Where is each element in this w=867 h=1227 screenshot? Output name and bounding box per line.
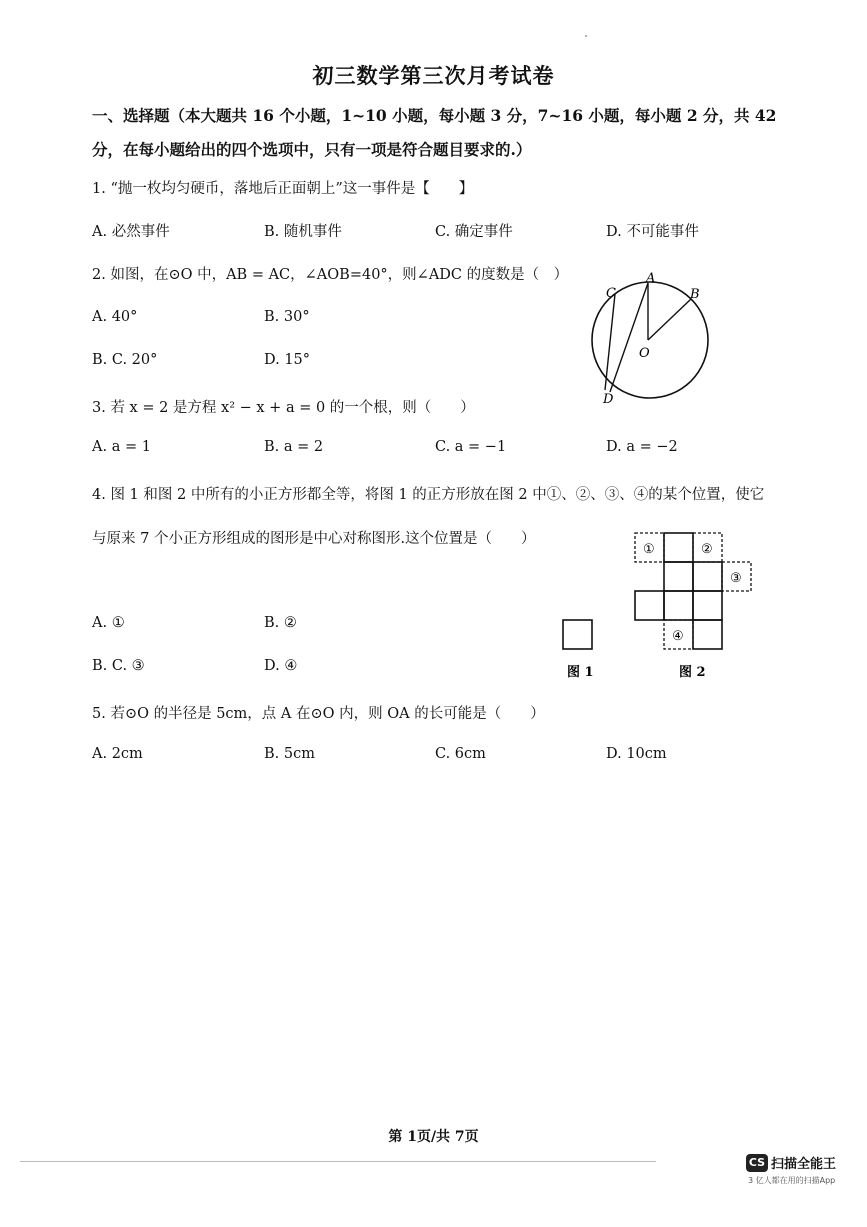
- scanner-watermark: [746, 1152, 836, 1172]
- q3-option-a: A. a = 1: [92, 439, 151, 455]
- q5-option-a: A. 2cm: [92, 746, 143, 762]
- q2-option-d: D. 15°: [264, 352, 311, 368]
- q2-circle-figure: [585, 270, 720, 414]
- scanner-app-name: 扫描全能王: [771, 1157, 837, 1172]
- q4-option-c: B. C. ③: [92, 658, 145, 674]
- scanner-tagline: 3 亿人都在用的扫描App: [748, 1176, 836, 1185]
- exam-title: 初三数学第三次月考试卷: [312, 63, 555, 88]
- q1-option-a: A. 必然事件: [92, 224, 170, 240]
- q1-option-c: C. 确定事件: [435, 224, 513, 240]
- q4-option-d: D. ④: [264, 658, 298, 674]
- fig1-label: 图 1: [567, 665, 594, 680]
- fig2-label: 图 2: [679, 665, 706, 680]
- point-a-label: A: [646, 271, 656, 286]
- q1-stem: 1. “抛一枚均匀硬币，落地后正面朝上”这一事件是【 】: [92, 181, 474, 197]
- q2-option-c: B. C. 20°: [92, 352, 158, 368]
- footer-divider: [20, 1161, 656, 1162]
- q4-squares-figure: [555, 525, 765, 689]
- fig1-square: [563, 620, 592, 649]
- q2-option-b: B. 30°: [264, 309, 310, 325]
- point-d-label: D: [603, 392, 614, 407]
- point-o-label: O: [639, 346, 650, 361]
- q4-stem-line2: 与原来 7 个小正方形组成的图形是中心对称图形.这个位置是（ ）: [92, 531, 536, 547]
- q4-option-b: B. ②: [264, 615, 297, 631]
- page-number: 第 1页/共 7页: [388, 1129, 479, 1145]
- mark-1: ①: [643, 542, 655, 557]
- q4-option-a: A. ①: [92, 615, 125, 631]
- mark-2: ②: [701, 542, 713, 557]
- q2-option-a: A. 40°: [92, 309, 138, 325]
- q5-option-d: D. 10cm: [606, 746, 667, 762]
- mark-3: ③: [730, 571, 742, 586]
- q3-option-c: C. a = −1: [435, 439, 507, 455]
- q4-stem-line1: 4. 图 1 和图 2 中所有的小正方形都全等，将图 1 的正方形放在图 2 中①、②、③、④的某个位置，使它: [92, 487, 765, 503]
- mark-4: ④: [672, 629, 684, 644]
- q5-option-c: C. 6cm: [435, 746, 486, 762]
- scan-speck: [585, 35, 587, 37]
- scanner-logo-icon: CS: [746, 1154, 768, 1172]
- q1-option-d: D. 不可能事件: [606, 224, 699, 240]
- q1-option-b: B. 随机事件: [264, 224, 342, 240]
- q5-option-b: B. 5cm: [264, 746, 315, 762]
- section1-heading-line2: 分，在每小题给出的四个选项中，只有一项是符合题目要求的.）: [92, 140, 532, 159]
- section1-heading-line1: 一、选择题（本大题共 16 个小题，1~10 小题，每小题 3 分，7~16 小题，每小题 2 分，共 42: [92, 106, 777, 125]
- q3-option-b: B. a = 2: [264, 439, 324, 455]
- q3-option-d: D. a = −2: [606, 439, 678, 455]
- point-c-label: C: [606, 286, 616, 301]
- q5-stem: 5. 若⊙O 的半径是 5cm，点 A 在⊙O 内，则 OA 的长可能是（ ）: [92, 706, 545, 722]
- q3-stem: 3. 若 x = 2 是方程 x² − x + a = 0 的一个根，则（ ）: [92, 400, 475, 416]
- q2-stem: 2. 如图，在⊙O 中，AB = AC，∠AOB=40°，则∠ADC 的度数是（ ）: [92, 267, 569, 283]
- point-b-label: B: [690, 287, 700, 302]
